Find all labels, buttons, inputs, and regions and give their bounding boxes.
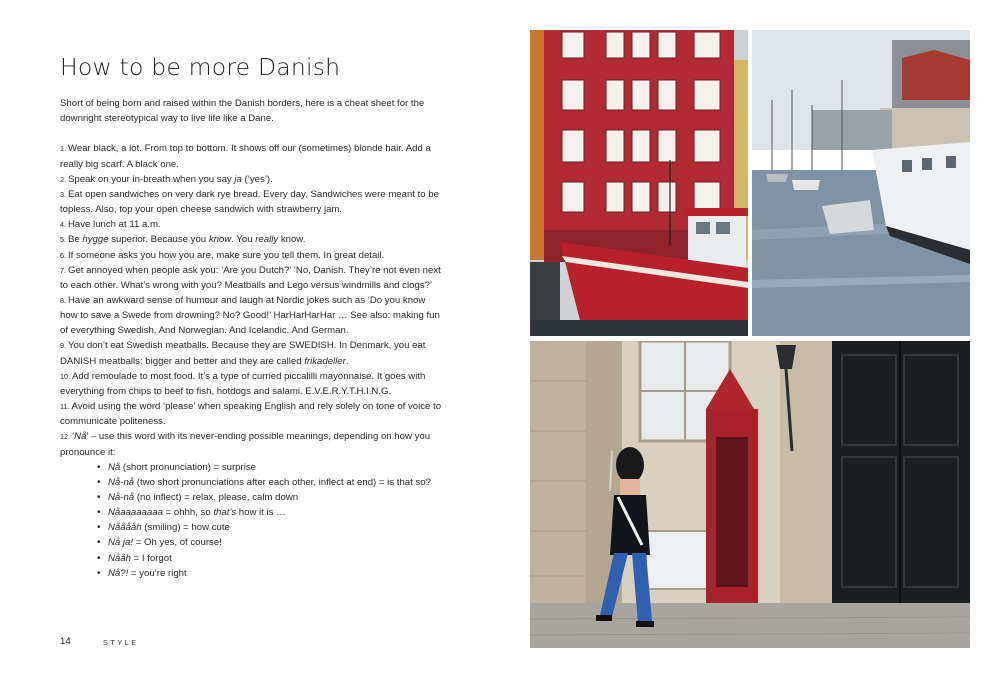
italic-term: frikadeller xyxy=(304,355,346,367)
list-item xyxy=(60,187,445,217)
item-text: ’ – use this word with its never-ending possible meanings, depending on how you pronounce it: xyxy=(60,431,431,458)
item-text: ‘ xyxy=(72,431,75,443)
list-number: 2. xyxy=(60,174,66,184)
item-text: Wear black, a lot. From top to bottom. It shows off our (sometimes) blonde hair. Add a really big scarf. A black one. xyxy=(60,143,431,170)
list-item xyxy=(60,172,445,187)
pronunciation-item xyxy=(104,475,445,490)
item-text: Speak on your in-breath when you say xyxy=(68,173,235,185)
cheat-sheet-list xyxy=(60,141,445,581)
list-item xyxy=(60,429,445,581)
list-item xyxy=(60,217,445,232)
item-text: = ohhh, so xyxy=(162,507,214,519)
list-number: 6. xyxy=(60,250,66,260)
item-text: Have an awkward sense of humour and laugh at Nordic jokes such as ‘Do you know how to save a Swede from drowning? No? Good!’ HarHarHarHar … See also: making fun of everything Swedish. And Norwegian. And Icelandic. And German. xyxy=(60,294,440,337)
italic-term: Nå?! xyxy=(108,567,129,579)
item-text: (short pronunciation) = surprise xyxy=(120,461,256,473)
italic-term: ja xyxy=(234,173,242,185)
list-number: 11. xyxy=(60,402,70,412)
page-title: How to be more Danish xyxy=(60,53,341,81)
item-text: . xyxy=(345,355,349,367)
item-text: Have lunch at 11 a.m. xyxy=(68,219,161,231)
list-number: 10. xyxy=(60,371,70,381)
photo-guard xyxy=(530,341,970,648)
list-item xyxy=(60,293,445,338)
pronunciation-item xyxy=(104,535,445,550)
italic-term: Nå-nå xyxy=(108,476,135,488)
italic-term: really xyxy=(255,234,279,246)
item-text: superior. Because you xyxy=(108,234,209,246)
pronunciation-item xyxy=(104,551,445,566)
item-text: Add remoulade to most food. It’s a type of curried piccalilli mayonnaise. It goes with everything from chips to beef to fish, hotdogs and salami. E.V.E.R.Y.T.H.I.N.G. xyxy=(60,370,426,397)
list-item xyxy=(60,232,445,247)
list-item xyxy=(60,338,445,368)
item-text: Be xyxy=(68,234,83,246)
photo-canal xyxy=(752,30,970,336)
canal-illustration xyxy=(752,30,970,336)
pronunciation-item xyxy=(104,460,445,475)
list-item xyxy=(60,399,445,429)
item-text: know. xyxy=(278,234,306,246)
list-number: 12. xyxy=(60,432,70,442)
italic-term: Nå xyxy=(108,461,121,473)
italic-term: Nåaaaaaaaa xyxy=(108,507,163,519)
italic-term: hygge xyxy=(82,234,109,246)
list-item xyxy=(60,369,445,399)
italic-term: Nå-nå xyxy=(108,492,135,503)
italic-term: know xyxy=(208,234,232,246)
pronunciation-item xyxy=(104,520,445,535)
italic-term: Nååååh xyxy=(108,522,142,534)
page-number: 14 xyxy=(60,636,71,647)
italic-term: that’s xyxy=(213,507,237,519)
item-text: Eat open sandwiches on very dark rye bread. Every day. Sandwiches were meant to be topless. Also, top your open cheese sandwich with strawberry jam. xyxy=(60,188,439,216)
list-number: 4. xyxy=(60,220,66,230)
pronunciation-item xyxy=(104,490,445,505)
list-number: 3. xyxy=(60,189,66,199)
list-item xyxy=(60,141,445,171)
item-text: how it is … xyxy=(236,507,286,519)
list-number: 7. xyxy=(60,265,66,275)
item-text: Get annoyed when people ask you: ‘Are you Dutch?’ ‘No, Danish. They’re not even next to each other. What’s wrong with you? Meatballs and Lego versus windmills and clogs?’ xyxy=(60,264,441,291)
italic-term: Nååh xyxy=(108,552,131,564)
item-text: Avoid using the word ‘please’ when speaking English and rely solely on tone of voice to communicate politeness. xyxy=(60,401,442,428)
text-column xyxy=(60,52,445,581)
list-number: 1. xyxy=(60,144,66,154)
item-text: (smiling) = how cute xyxy=(141,522,230,534)
italic-term: Nå ja! xyxy=(108,537,134,549)
intro-paragraph: Short of being born and raised within the Danish borders, here is a cheat sheet for the downright stereotypical way to live life like a Dane. xyxy=(60,98,425,125)
list-number: 8. xyxy=(60,295,66,305)
list-item xyxy=(60,248,445,263)
italic-term: Nå xyxy=(74,431,87,443)
item-text: (no inflect) = relax, please, calm down xyxy=(134,492,299,503)
item-text: . You xyxy=(231,234,256,246)
guard-illustration xyxy=(530,341,970,648)
running-head: STYLE xyxy=(103,638,139,647)
pronunciation-list xyxy=(104,460,445,581)
pronunciation-item xyxy=(104,566,445,581)
item-text: (two short pronunciations after each other, inflect at end) = is that so? xyxy=(134,476,431,488)
list-number: 5. xyxy=(60,235,66,245)
item-text: = you’re right xyxy=(128,567,187,579)
photo-houses xyxy=(530,30,748,336)
list-number: 9. xyxy=(60,341,66,351)
item-text: = Oh yes, of course! xyxy=(133,537,222,549)
item-text: You don’t eat Swedish meatballs. Because they are SWEDISH. In Denmark, you eat DANISH meatballs: bigger and better and they are called xyxy=(60,340,426,367)
item-text: = I forgot xyxy=(130,552,172,564)
pronunciation-item xyxy=(104,505,445,520)
houses-illustration xyxy=(530,30,748,336)
item-text: If someone asks you how you are, make sure you tell them. In great detail. xyxy=(68,249,385,261)
list-item xyxy=(60,263,445,293)
item-text: (‘yes’). xyxy=(241,173,273,185)
